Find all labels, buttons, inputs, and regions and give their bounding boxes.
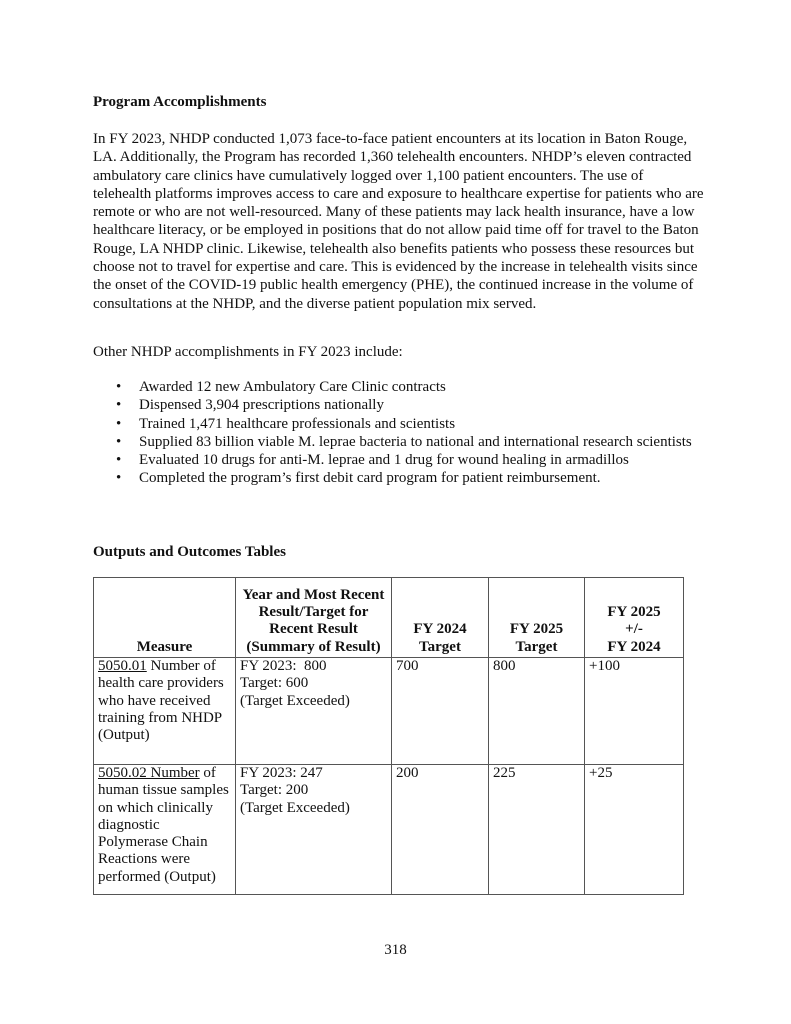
header-line: Recent Result xyxy=(269,621,358,638)
header-line: (Summary of Result) xyxy=(246,638,381,655)
page-number: 318 xyxy=(384,942,407,958)
measure-text: of human tissue samples on which clinically diagnostic Polymerase Chain Reactions were performed (Output) xyxy=(98,765,229,885)
cell-change: +100 xyxy=(585,658,684,765)
outputs-outcomes-table xyxy=(93,577,684,895)
header-line: FY 2024 xyxy=(413,621,467,638)
result-line: FY 2023: 247 xyxy=(240,765,323,781)
header-line: Target xyxy=(419,638,461,655)
section-heading-program-accomplishments: Program Accomplishments xyxy=(93,94,267,110)
header-fy2025-target xyxy=(489,578,585,658)
header-line: Result/Target for xyxy=(258,604,369,621)
table-header-row xyxy=(94,578,684,658)
table-row xyxy=(94,658,684,765)
measure-text: Number of health care providers who have received training from NHDP (Output) xyxy=(98,658,224,744)
list-item: • Supplied 83 billion viable M. leprae bacteria to national and international research scientists xyxy=(93,433,693,451)
cell-measure xyxy=(94,765,236,895)
header-line: +/- xyxy=(625,621,643,638)
accomplishments-paragraph xyxy=(93,130,705,313)
cell-fy2024-target: 200 xyxy=(392,765,489,895)
cell-fy2024-target: 700 xyxy=(392,658,489,765)
result-line: (Target Exceeded) xyxy=(240,799,350,816)
header-change xyxy=(585,578,684,658)
cell-recent-result xyxy=(236,765,392,895)
measure-id: 5050.02 Number xyxy=(98,765,200,781)
header-line: FY 2025 xyxy=(607,604,661,621)
list-item: • Completed the program’s first debit card program for patient reimbursement. xyxy=(93,469,693,487)
header-line: Measure xyxy=(136,638,193,655)
result-line: (Target Exceeded) xyxy=(240,692,350,709)
section-heading-outputs-outcomes: Outputs and Outcomes Tables xyxy=(93,544,286,560)
header-line: Target xyxy=(515,638,558,655)
header-recent-result xyxy=(236,578,392,658)
cell-measure xyxy=(94,658,236,765)
cell-fy2025-target: 225 xyxy=(489,765,585,895)
result-line: Target: 600 xyxy=(240,675,309,692)
result-line: FY 2023: 800 xyxy=(240,658,327,674)
other-accomplishments-intro: Other NHDP accomplishments in FY 2023 include: xyxy=(93,344,403,360)
cell-fy2025-target: 800 xyxy=(489,658,585,765)
accomplishments-list xyxy=(93,378,693,488)
measure-id: 5050.01 xyxy=(98,658,147,674)
list-item: • Awarded 12 new Ambulatory Care Clinic contracts xyxy=(93,378,693,396)
header-measure xyxy=(94,578,236,658)
list-item: • Trained 1,471 healthcare professionals and scientists xyxy=(93,415,693,433)
list-item: • Evaluated 10 drugs for anti-M. leprae and 1 drug for wound healing in armadillos xyxy=(93,451,693,469)
header-line: FY 2025 xyxy=(509,621,564,638)
header-line: Year and Most Recent xyxy=(242,586,385,603)
cell-recent-result xyxy=(236,658,392,765)
result-line: Target: 200 xyxy=(240,782,309,799)
paragraph-text: In FY 2023, NHDP conducted 1,073 face-to-face patient encounters at its location in Baton Rouge, LA. Additionally, the Program has recorded 1,360 telehealth encounters. NHDP’s eleven contracted ambulatory care clinics have cumulatively logged over 1,100 patient encounters. The use of telehealth platforms improves access to care and exposure to healthcare expertise for patients who are remote or who are not well-resourced. Many of these patients may lack health insurance, have a low healthcare literacy, or be employed in positions that do not allow paid time off for travel to the Baton Rouge, LA NHDP clinic. Likewise, telehealth also benefits patients who possess these resources but choose not to travel for expertise and care. This is evidenced by the increase in telehealth visits since the onset of the COVID-19 public health emergency (PHE), the continued increase in the volume of consultations at the NHDP, and the diverse patient population mix served. xyxy=(93,131,704,312)
cell-change: +25 xyxy=(585,765,684,895)
header-line: FY 2024 xyxy=(607,638,661,655)
header-fy2024-target xyxy=(392,578,489,658)
list-item: • Dispensed 3,904 prescriptions nationally xyxy=(93,396,693,414)
table-row xyxy=(94,765,684,895)
